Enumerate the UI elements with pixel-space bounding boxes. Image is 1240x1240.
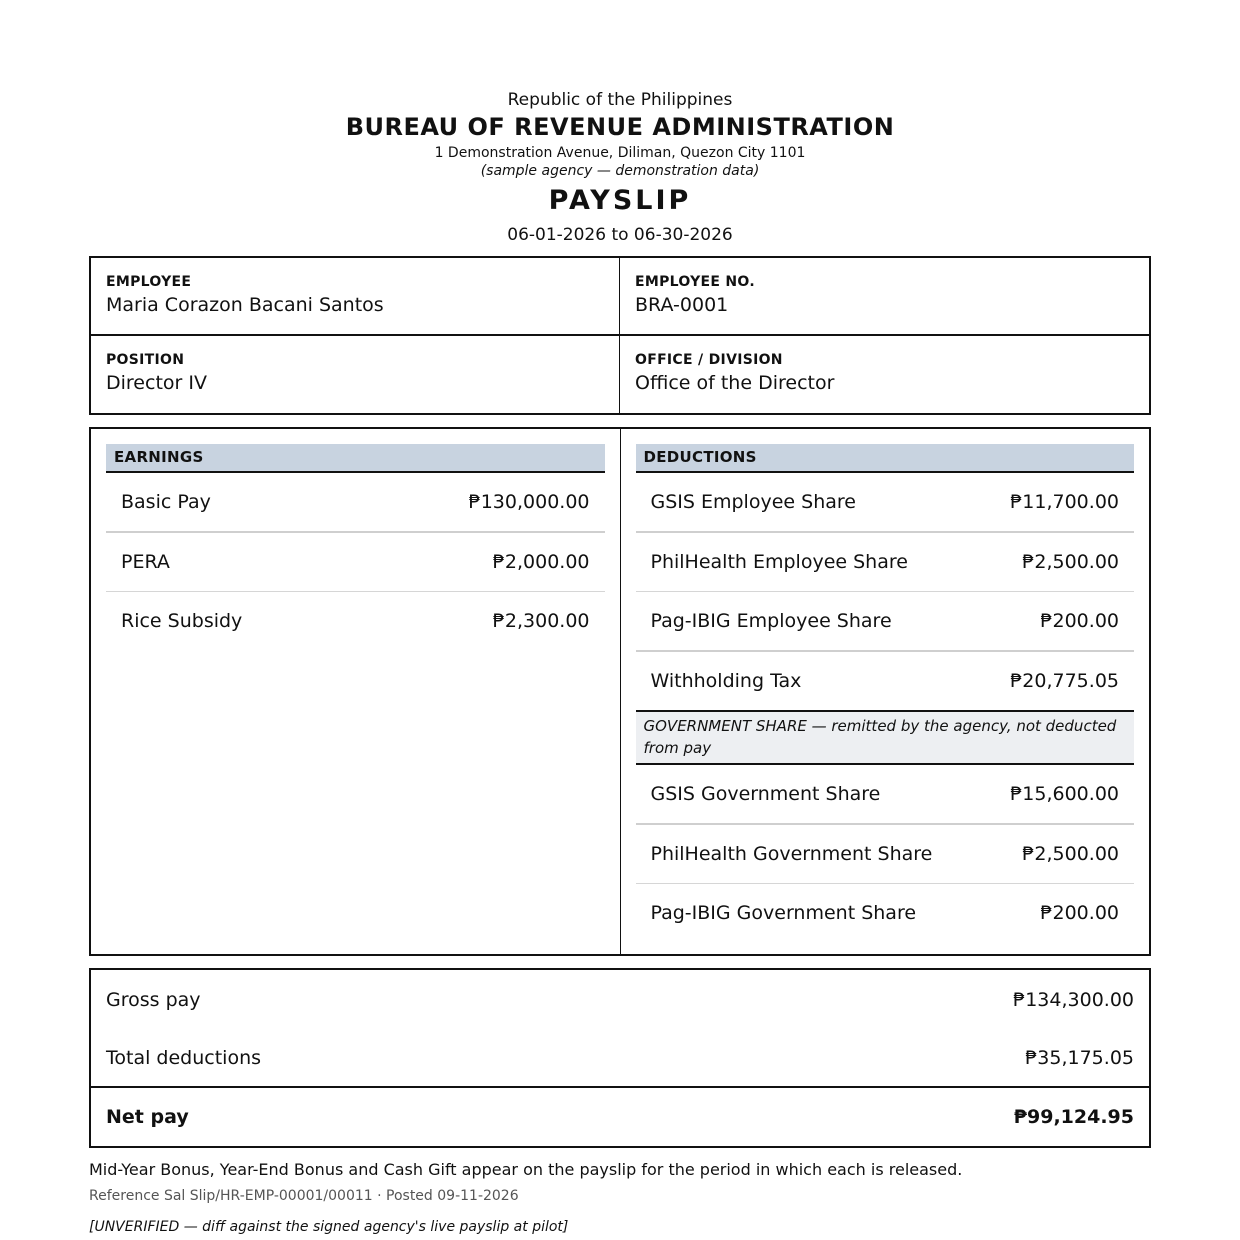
employee-name-label: EMPLOYEE [106, 274, 192, 290]
bonus-note: Mid-Year Bonus, Year-End Bonus and Cash Gift appear on the payslip for the period in which each is released. [89, 1160, 963, 1179]
deductions-heading: DEDUCTIONS [636, 444, 1135, 473]
deduction-label: GSIS Employee Share [650, 491, 856, 513]
earnings-column [91, 429, 621, 954]
deduction-label: Pag-IBIG Employee Share [650, 610, 892, 632]
pay-period: 06-01-2026 to 06-30-2026 [507, 225, 733, 245]
position-label: POSITION [106, 351, 185, 368]
totals-box [89, 968, 1151, 1148]
deduction-label: PhilHealth Employee Share [650, 551, 908, 573]
government-share-row [636, 825, 1135, 884]
deduction-row [636, 473, 1135, 533]
total-deductions-amount: ₱35,175.05 [1025, 1047, 1134, 1069]
office-cell [620, 336, 1149, 414]
deduction-row [636, 652, 1135, 710]
government-share-row [636, 884, 1135, 942]
employee-name-cell [91, 258, 620, 336]
gross-pay-row [91, 970, 1149, 1030]
earnings-heading: EARNINGS [106, 444, 605, 473]
employee-name: Maria Corazon Bacani Santos [106, 294, 384, 316]
page-title: PAYSLIP [548, 185, 692, 216]
payslip-header [0, 0, 1240, 246]
employee-info-grid [89, 256, 1151, 415]
total-deductions-row [91, 1030, 1149, 1088]
deduction-row [636, 592, 1135, 652]
government-share-row [636, 765, 1135, 825]
gross-pay-amount: ₱134,300.00 [1013, 989, 1134, 1011]
government-share-amount: ₱2,500.00 [1022, 843, 1119, 865]
deduction-row [636, 533, 1135, 592]
earnings-amount: ₱2,300.00 [492, 610, 590, 632]
deduction-amount: ₱11,700.00 [1010, 491, 1119, 513]
government-share-label: PhilHealth Government Share [650, 843, 933, 865]
government-share-amount: ₱200.00 [1040, 902, 1119, 924]
total-deductions-label: Total deductions [106, 1047, 262, 1069]
republic-line: Republic of the Philippines [507, 90, 733, 110]
employee-number-label: EMPLOYEE NO. [635, 274, 755, 290]
net-pay-label: Net pay [106, 1106, 189, 1128]
government-share-label: GSIS Government Share [650, 783, 881, 805]
government-share-amount: ₱15,600.00 [1010, 783, 1119, 805]
deductions-column [621, 429, 1150, 954]
earnings-row [106, 592, 605, 650]
earnings-deductions-table [89, 427, 1151, 956]
office-value: Office of the Director [635, 371, 835, 394]
earnings-label: PERA [121, 551, 170, 573]
deduction-amount: ₱200.00 [1040, 610, 1119, 632]
employee-number-cell [620, 258, 1149, 336]
unverified-note: [UNVERIFIED — diff against the signed agency's live payslip at pilot] [89, 1219, 569, 1235]
earnings-row [106, 533, 605, 592]
net-pay-amount: ₱99,124.95 [1013, 1106, 1134, 1128]
deduction-label: Withholding Tax [650, 670, 802, 692]
agency-address: 1 Demonstration Avenue, Diliman, Quezon City 1101 [434, 145, 806, 161]
position-value: Director IV [106, 371, 207, 394]
net-pay-row [91, 1088, 1149, 1146]
deduction-amount: ₱20,775.05 [1010, 670, 1119, 692]
agency-name: BUREAU OF REVENUE ADMINISTRATION [345, 113, 895, 141]
reference-line: Reference Sal Slip/HR-EMP-00001/00011 · Posted 09-11-2026 [89, 1188, 519, 1204]
position-cell [91, 336, 620, 414]
gross-pay-label: Gross pay [106, 989, 201, 1011]
earnings-amount: ₱2,000.00 [492, 551, 590, 573]
government-share-label: Pag-IBIG Government Share [650, 902, 917, 924]
government-share-note: GOVERNMENT SHARE — remitted by the agency, not deducted from pay [636, 710, 1135, 765]
office-label: OFFICE / DIVISION [635, 351, 783, 368]
earnings-label: Rice Subsidy [121, 610, 243, 632]
earnings-row [106, 473, 605, 533]
sample-note: (sample agency — demonstration data) [480, 163, 760, 179]
deduction-amount: ₱2,500.00 [1022, 551, 1119, 573]
earnings-amount: ₱130,000.00 [468, 491, 590, 513]
employee-number: BRA-0001 [635, 294, 729, 316]
earnings-label: Basic Pay [121, 491, 211, 513]
